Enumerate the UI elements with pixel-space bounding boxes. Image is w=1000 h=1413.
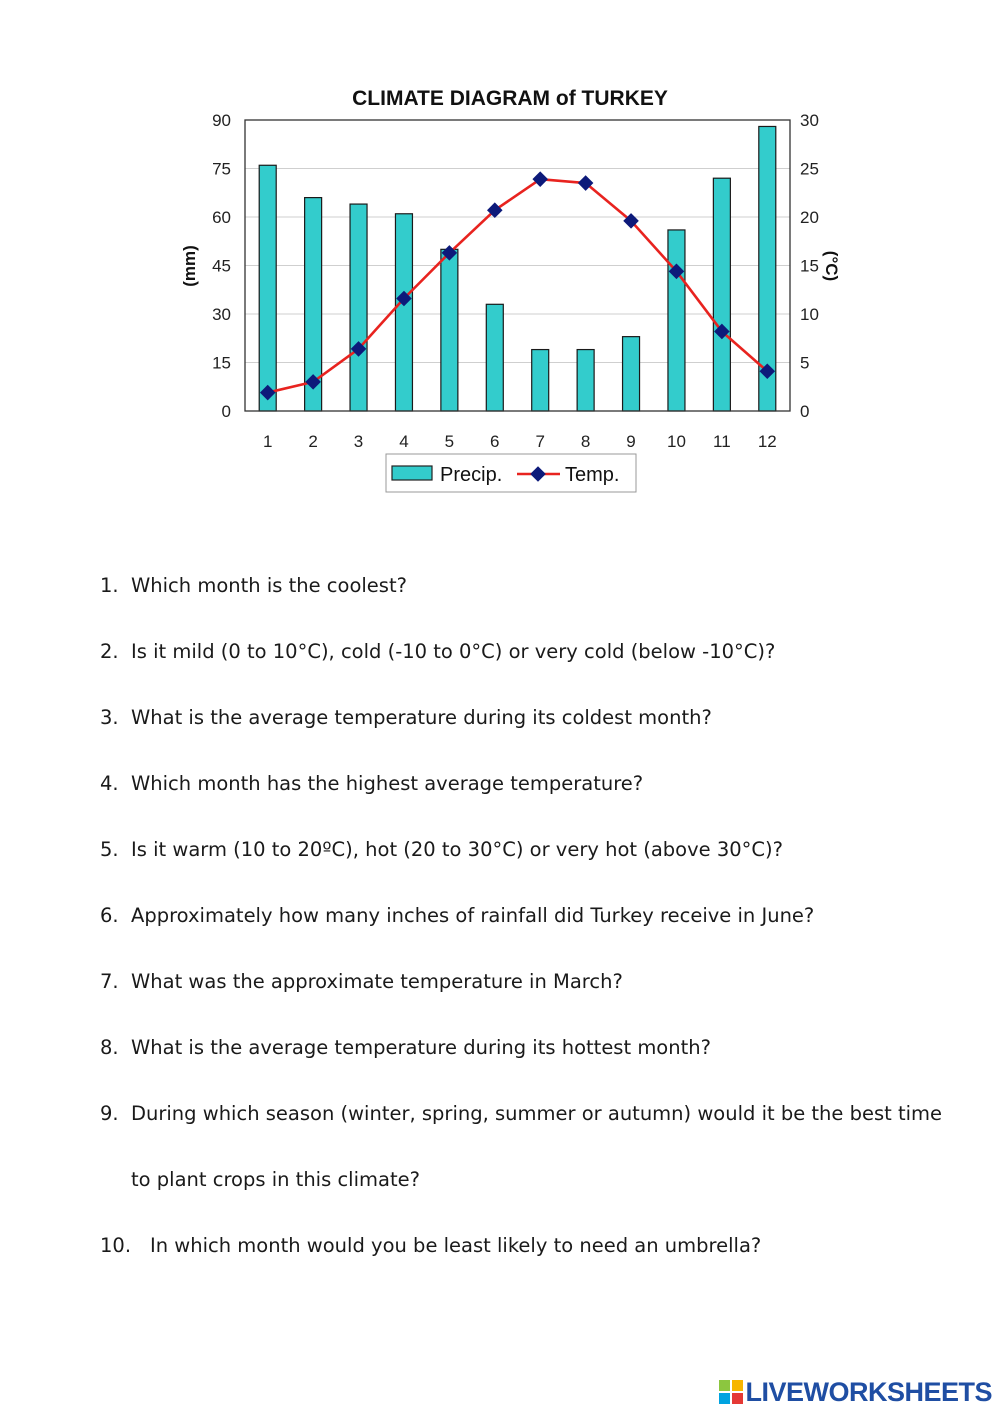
left-tick-label: 45 bbox=[212, 256, 231, 276]
question-number: 7. bbox=[100, 970, 119, 993]
x-tick-label: 6 bbox=[490, 432, 500, 451]
precip-bar bbox=[441, 249, 458, 411]
left-tick-label: 0 bbox=[221, 402, 231, 421]
x-tick-label: 12 bbox=[757, 432, 777, 451]
question-text: Is it mild (0 to 10°C), cold (-10 to 0°C) or very cold (below -10°C)? bbox=[131, 640, 776, 663]
precip-bar bbox=[668, 230, 685, 411]
liveworksheets-brand bbox=[719, 1377, 992, 1407]
legend-precip-swatch bbox=[392, 466, 432, 480]
x-tick-label: 1 bbox=[262, 432, 273, 451]
chart-legend bbox=[386, 454, 636, 492]
precip-bar bbox=[395, 214, 412, 411]
question-text: During which season (winter, spring, summer or autumn) would it be the best time bbox=[131, 1102, 943, 1125]
precip-bar bbox=[486, 304, 503, 411]
question-text-continuation: to plant crops in this climate? bbox=[131, 1168, 420, 1191]
precip-bar bbox=[623, 337, 640, 411]
question-text: What was the approximate temperature in March? bbox=[131, 970, 623, 993]
question-text: Which month is the coolest? bbox=[131, 574, 407, 597]
right-tick-label: 30 bbox=[800, 111, 819, 130]
precip-bar bbox=[532, 350, 549, 411]
question-text: Is it warm (10 to 20ºC), hot (20 to 30°C) or very hot (above 30°C)? bbox=[131, 838, 783, 861]
question-text: What is the average temperature during its coldest month? bbox=[131, 706, 712, 729]
right-tick-label: 20 bbox=[800, 208, 819, 227]
question-number: 6. bbox=[100, 904, 119, 927]
question-text: What is the average temperature during its hottest month? bbox=[131, 1036, 711, 1059]
x-tick-label: 5 bbox=[444, 432, 455, 451]
precip-bar bbox=[259, 165, 276, 411]
question-text: In which month would you be least likely to need an umbrella? bbox=[150, 1234, 762, 1257]
right-tick-label: 15 bbox=[800, 256, 819, 276]
question-number: 1. bbox=[100, 574, 119, 597]
precip-bar bbox=[350, 204, 367, 411]
left-axis-label: (mm) bbox=[180, 245, 199, 287]
right-tick-label: 0 bbox=[800, 402, 810, 421]
question-number: 4. bbox=[100, 772, 119, 795]
left-tick-label: 15 bbox=[212, 353, 231, 373]
question-number: 8. bbox=[100, 1036, 119, 1059]
x-tick-label: 7 bbox=[535, 432, 545, 451]
x-tick-label: 2 bbox=[308, 432, 318, 451]
question-text: Which month has the highest average temperature? bbox=[131, 772, 644, 795]
right-tick-label: 25 bbox=[800, 159, 819, 179]
liveworksheets-logo-icon bbox=[719, 1380, 743, 1404]
question-number: 3. bbox=[100, 706, 119, 729]
question-number: 10. bbox=[100, 1234, 132, 1257]
x-tick-label: 11 bbox=[713, 432, 731, 451]
question-number: 5. bbox=[100, 838, 119, 861]
brand-name: LIVEWORKSHEETS bbox=[745, 1376, 992, 1407]
precip-bar bbox=[713, 178, 730, 411]
question-text: Approximately how many inches of rainfall did Turkey receive in June? bbox=[131, 904, 815, 927]
question-number: 9. bbox=[100, 1102, 119, 1125]
legend-temp-label: Temp. bbox=[565, 464, 620, 486]
x-tick-label: 8 bbox=[580, 432, 591, 451]
left-tick-label: 75 bbox=[212, 159, 231, 179]
temp-point bbox=[532, 171, 548, 187]
question-number: 2. bbox=[100, 640, 119, 663]
x-tick-label: 4 bbox=[399, 432, 409, 451]
left-tick-label: 90 bbox=[212, 111, 231, 130]
x-tick-label: 9 bbox=[626, 432, 636, 451]
precip-bar bbox=[577, 350, 594, 411]
climate-chart bbox=[150, 70, 850, 510]
left-tick-label: 60 bbox=[212, 208, 231, 227]
right-axis-label: (°C) bbox=[822, 250, 841, 282]
x-tick-label: 3 bbox=[353, 432, 364, 451]
right-tick-label: 10 bbox=[800, 305, 819, 324]
x-tick-label: 10 bbox=[666, 432, 686, 451]
left-tick-label: 30 bbox=[212, 305, 231, 324]
temp-line-path bbox=[268, 179, 768, 392]
right-tick-label: 5 bbox=[800, 353, 810, 373]
chart-title: CLIMATE DIAGRAM of TURKEY bbox=[352, 87, 668, 110]
legend-precip-label: Precip. bbox=[440, 464, 503, 486]
